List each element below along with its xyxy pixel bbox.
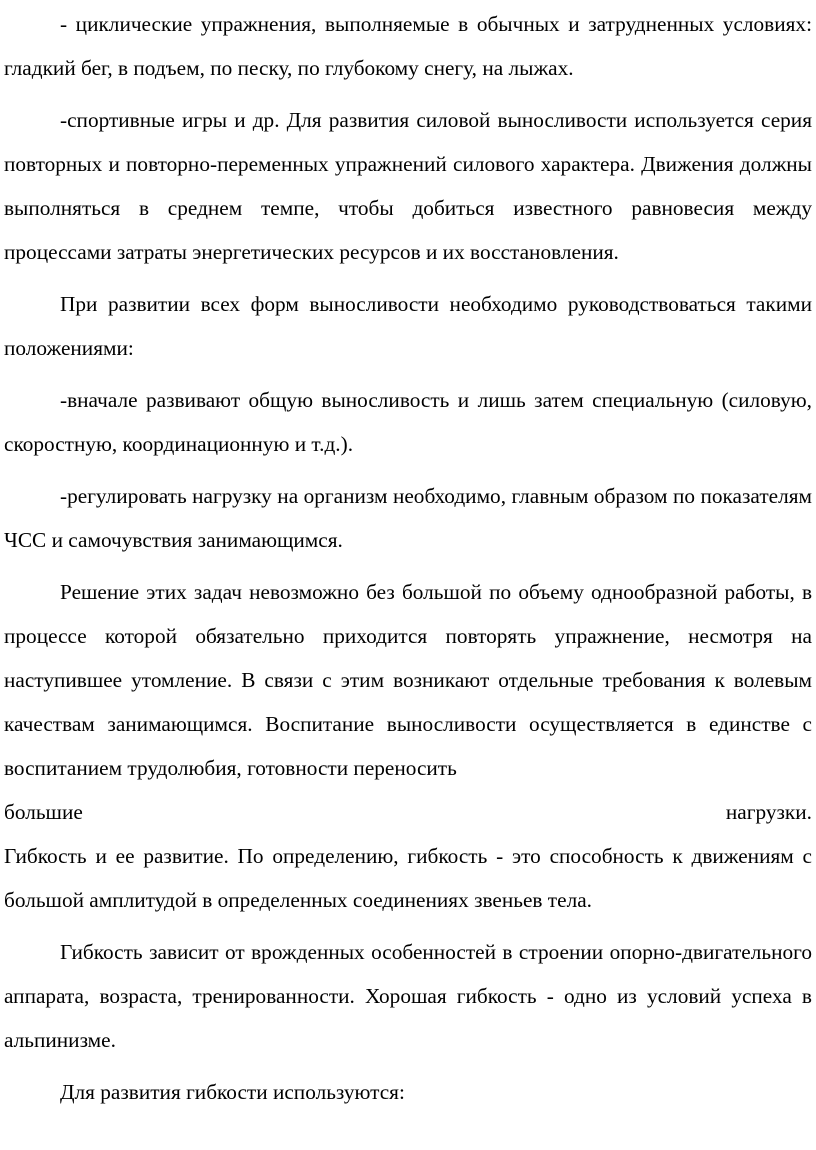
paragraph-volitional-qualities: Решение этих задач невозможно без большой по объему однообразной работы, в процессе которой обязательно приходится повторять упражнение, несмотря на наступившее утомление. В связи с этим возникают отдельные требования к волевым качествам занимающимся. Воспитание выносливости осуществляется в единстве с воспитанием трудолюбия, готовности переносить	[4, 580, 812, 780]
paragraph-flexibility-factors: Гибкость зависит от врожденных особенностей в строении опорно-двигательного аппарата, возраста, тренированности. Хорошая гибкость - одно из условий успеха в альпинизме.	[4, 940, 812, 1052]
paragraph-principles-intro: При развитии всех форм выносливости необходимо руководствоваться такими положениями:	[4, 292, 812, 360]
paragraph-general-endurance: -вначале развивают общую выносливость и лишь затем специальную (силовую, скоростную, координационную и т.д.).	[4, 388, 812, 456]
split-line-left: большие	[4, 800, 83, 824]
paragraph-strength-endurance: -спортивные игры и др. Для развития силовой выносливости используется серия повторных и повторно-переменных упражнений силового характера. Движения должны выполняться в среднем темпе, чтобы добиться известного равновесия между процессами затраты энергетических ресурсов и их восстановления.	[4, 108, 812, 264]
paragraph-load-regulation: -регулировать нагрузку на организм необходимо, главным образом по показателям ЧСС и самочувствия занимающимся.	[4, 484, 812, 552]
split-line-right: нагрузки.	[725, 800, 812, 824]
paragraph-flexibility-means: Для развития гибкости используются:	[60, 1080, 405, 1104]
paragraph-cyclic-exercises: - циклические упражнения, выполняемые в обычных и затрудненных условиях: гладкий бег, в подъем, по песку, по глубокому снегу, на лыжах.	[4, 12, 812, 80]
split-line	[4, 790, 812, 834]
paragraph-flexibility-definition: Гибкость и ее развитие. По определению, гибкость - это способность к движениям с большой амплитудой в определенных соединениях звеньев тела.	[4, 844, 812, 912]
